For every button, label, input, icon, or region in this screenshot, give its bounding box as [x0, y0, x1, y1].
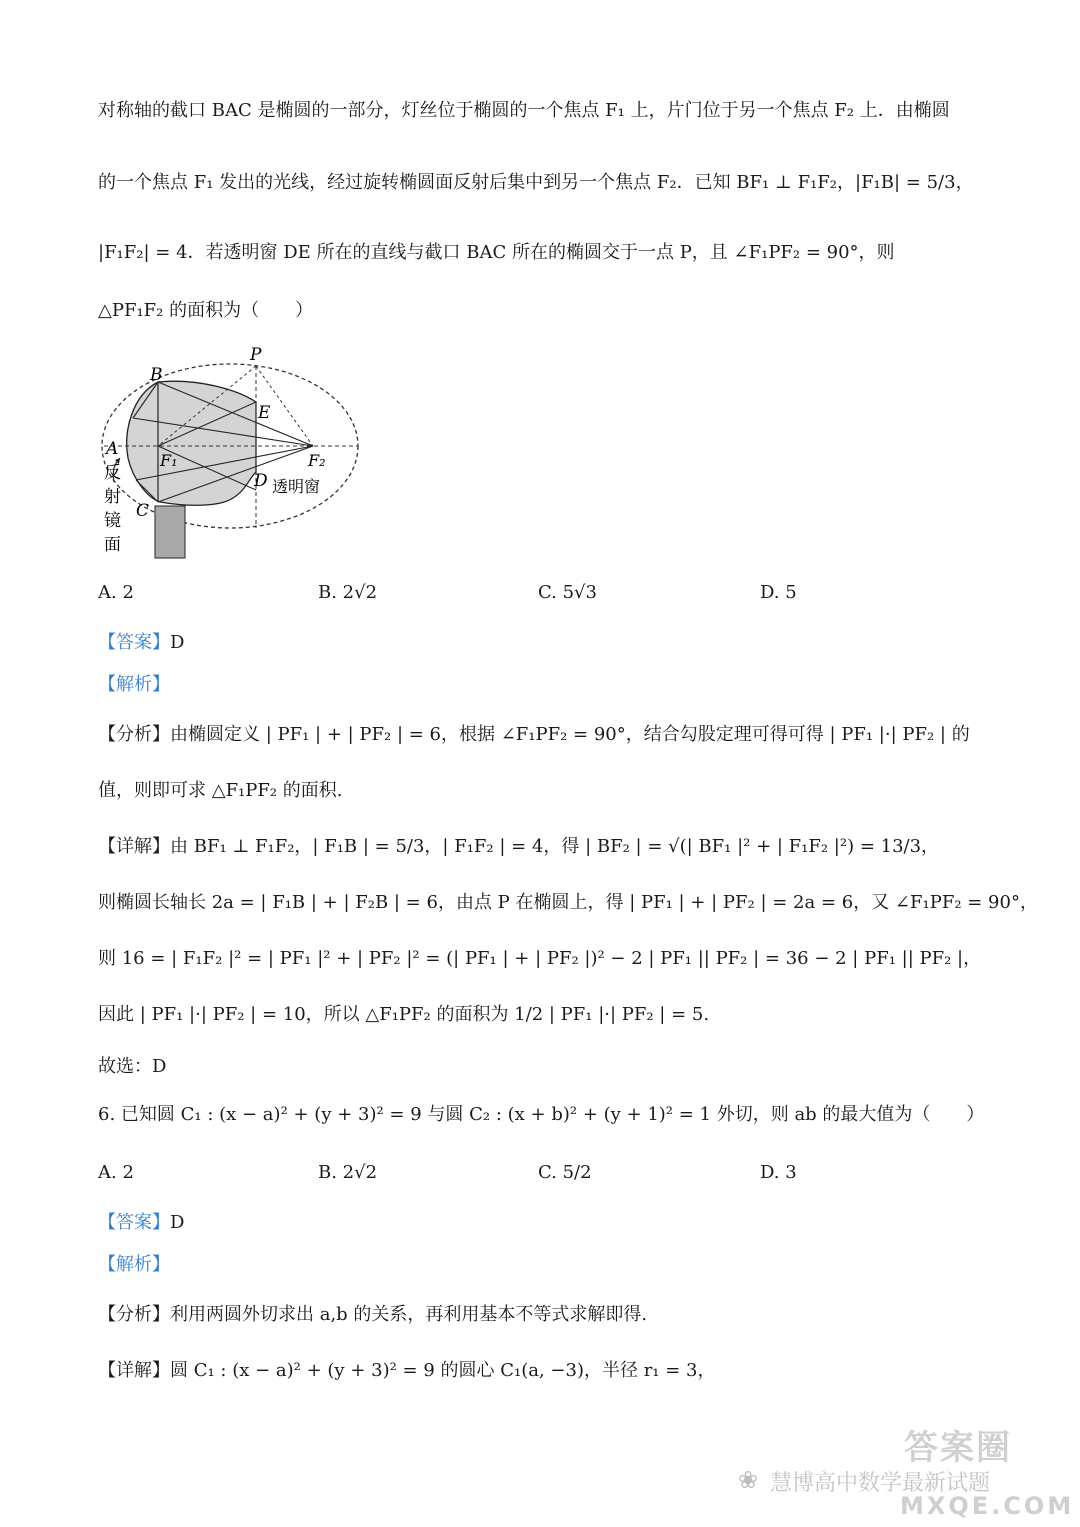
label-E: E	[258, 403, 271, 423]
q5-fenxi-line-2: 值，则即可求 △F₁PF₂ 的面积.	[98, 780, 343, 801]
q5-line-1: 对称轴的截口 BAC 是椭圆的一部分，灯丝位于椭圆的一个焦点 F₁ 上，片门位于另一个焦点 F₂ 上．由椭圆	[98, 100, 950, 121]
label-B: B	[150, 365, 163, 385]
label-mirror-3: 镜	[104, 511, 121, 531]
q5-option-b: B. 2√2	[318, 582, 378, 603]
watermark-channel: 慧博高中数学最新试题	[770, 1471, 991, 1496]
q6-option-c: C. 5/2	[538, 1162, 592, 1183]
label-mirror-4: 面	[104, 535, 121, 555]
q5-line-3: |F₁F₂| = 4．若透明窗 DE 所在的直线与截口 BAC 所在的椭圆交于一点 P，且 ∠F₁PF₂ = 90°，则	[98, 242, 895, 263]
wechat-icon: ❀	[738, 1466, 759, 1494]
watermark-site: MXQE.COM	[900, 1492, 1075, 1520]
q5-option-a: A. 2	[98, 582, 134, 603]
fenxi-text: 利用两圆外切求出 a,b 的关系，再利用基本不等式求解即得.	[170, 1304, 648, 1325]
lamp-stem	[155, 506, 185, 558]
xiangjie-text: 圆 C₁ : (x − a)² + (y + 3)² = 9 的圆心 C₁(a, −3)，半径 r₁ = 3，	[170, 1360, 716, 1381]
xiangjie-tag: 【详解】	[98, 1360, 170, 1381]
xiangjie-text-1: 由 BF₁ ⊥ F₁F₂，| F₁B | = 5/3，| F₁F₂ | = 4，得 | BF₂ | = √(| BF₁ |² + | F₁F₂ |²) = 13/3，	[170, 836, 940, 857]
label-window: 透明窗	[272, 477, 321, 496]
label-mirror-1: 反	[104, 463, 121, 483]
fenxi-tag: 【分析】	[98, 724, 170, 745]
q5-xiangjie-line-2: 则椭圆长轴长 2a = | F₁B | + | F₂B | = 6，由点 P 在椭圆上，得 | PF₁ | + | PF₂ | = 2a = 6，又 ∠F₁PF₂ = 90°，	[98, 892, 1038, 913]
q5-line-4: △PF₁F₂ 的面积为（ ）	[98, 300, 314, 321]
q6-answer	[98, 1210, 184, 1236]
q5-option-d: D. 5	[760, 582, 797, 603]
label-A: A	[106, 439, 119, 459]
q5-line-2: 的一个焦点 F₁ 发出的光线，经过旋转椭圆面反射后集中到另一个焦点 F₂．已知 BF₁ ⊥ F₁F₂，|F₁B| = 5/3，	[98, 172, 974, 193]
label-P: P	[250, 345, 262, 365]
q5-xiangjie-line-1	[98, 834, 939, 860]
q5-option-c: C. 5√3	[538, 582, 597, 603]
answer-value: D	[170, 632, 185, 653]
ellipse-reflector-figure	[98, 340, 368, 565]
label-mirror-2: 射	[104, 487, 121, 507]
q6-fenxi	[98, 1302, 647, 1328]
answer-tag: 【答案】	[98, 1212, 170, 1233]
q5-answer	[98, 630, 184, 656]
q5-conclusion: 故选：D	[98, 1056, 167, 1077]
watermark-stamp: 答案圈	[904, 1428, 1012, 1468]
label-C: C	[136, 501, 150, 521]
q6-stem: 6. 已知圆 C₁ : (x − a)² + (y + 3)² = 9 与圆 C₂ : (x + b)² + (y + 1)² = 1 外切，则 ab 的最大值为（ ）	[98, 1104, 985, 1125]
q5-analysis-tag: 【解析】	[98, 674, 170, 695]
q6-analysis-tag: 【解析】	[98, 1254, 170, 1275]
q6-option-d: D. 3	[760, 1162, 797, 1183]
label-F2: F₂	[308, 451, 326, 470]
fenxi-text-1: 由椭圆定义 | PF₁ | + | PF₂ | = 6，根据 ∠F₁PF₂ = 90°，结合勾股定理可得可得 | PF₁ |·| PF₂ | 的	[170, 724, 970, 745]
q5-xiangjie-line-4: 因此 | PF₁ |·| PF₂ | = 10，所以 △F₁PF₂ 的面积为 1/2 | PF₁ |·| PF₂ | = 5.	[98, 1004, 710, 1025]
q5-xiangjie-line-3: 则 16 = | F₁F₂ |² = | PF₁ |² + | PF₂ |² = (| PF₁ | + | PF₂ |)² − 2 | PF₁ || PF₂ | = 36 − 2 | PF₁ || PF₂ |，	[98, 948, 982, 969]
label-D: D	[254, 471, 268, 491]
answer-value: D	[170, 1212, 185, 1233]
q6-xiangjie	[98, 1358, 716, 1384]
xiangjie-tag: 【详解】	[98, 836, 170, 857]
q5-fenxi-line-1	[98, 722, 970, 748]
label-F1: F₁	[160, 451, 178, 470]
answer-tag: 【答案】	[98, 632, 170, 653]
q6-option-a: A. 2	[98, 1162, 134, 1183]
fenxi-tag: 【分析】	[98, 1304, 170, 1325]
q6-option-b: B. 2√2	[318, 1162, 378, 1183]
